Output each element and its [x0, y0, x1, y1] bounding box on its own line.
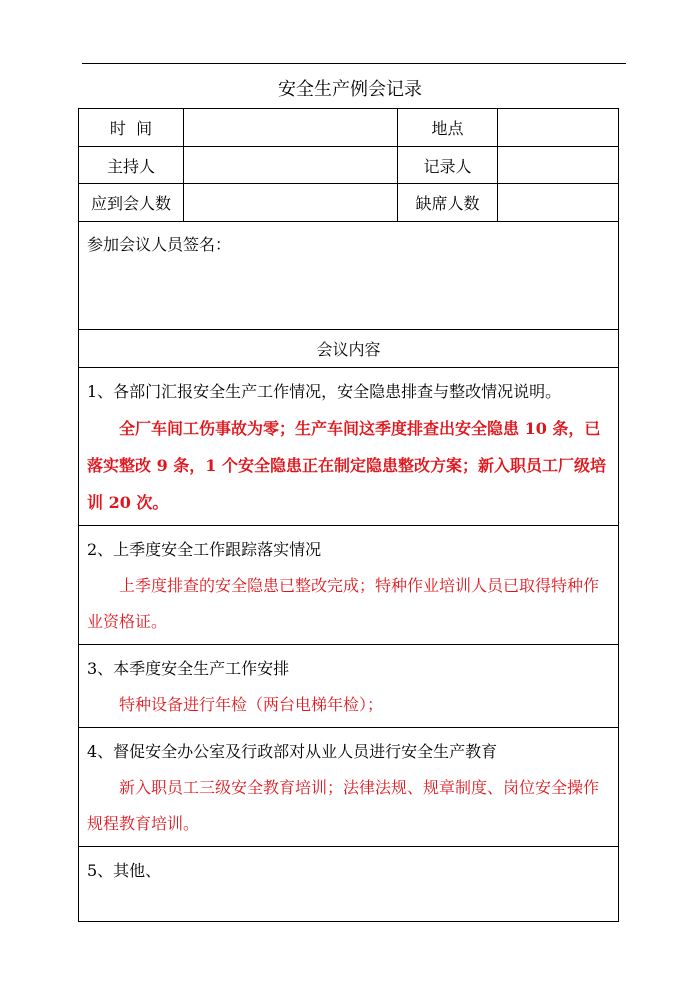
place-label: 地点: [398, 109, 498, 147]
section-2-heading: 2、上季度安全工作跟踪落实情况: [87, 540, 322, 559]
section-5: [79, 847, 619, 922]
header-rule: [82, 63, 626, 64]
place-field[interactable]: [498, 109, 619, 147]
host-label: 主持人: [79, 147, 184, 184]
time-label: 时 间: [79, 109, 184, 147]
absent-count-field[interactable]: [498, 184, 619, 222]
document-title: 安全生产例会记录: [278, 79, 422, 100]
section-3-heading: 3、本季度安全生产工作安排: [87, 659, 290, 678]
section-4: [79, 728, 619, 847]
section-5-heading: 5、其他、: [87, 861, 162, 880]
section-4-heading: 4、督促安全办公室及行政部对从业人员进行安全生产教育: [87, 742, 498, 761]
section-3-body: 特种设备进行年检（两台电梯年检）；: [119, 695, 384, 714]
signature-label: 参加会议人员签名：: [87, 235, 232, 254]
section-2: [79, 526, 619, 645]
section-3: [79, 645, 619, 728]
expected-attendance-label: 应到会人数: [79, 184, 184, 222]
absent-count-label: 缺席人数: [398, 184, 498, 222]
content-heading: 会议内容: [79, 330, 619, 368]
section-4-body: 新入职员工三级安全教育培训；法律法规、规章制度、岗位安全操作规程教育培训。: [87, 778, 600, 833]
time-field[interactable]: [184, 109, 398, 147]
recorder-label: 记录人: [398, 147, 498, 184]
section-1-heading: 1、各部门汇报安全生产工作情况，安全隐患排查与整改情况说明。: [87, 382, 562, 401]
section-1: [79, 368, 619, 526]
section-2-body: 上季度排查的安全隐患已整改完成；特种作业培训人员已取得特种作业资格证。: [87, 576, 600, 631]
section-1-body: 全厂车间工伤事故为零；生产车间这季度排查出安全隐患 10 条，已落实整改 9 条，1 个安全隐患正在制定隐患整改方案；新入职员工厂级培训 20 次。: [87, 419, 606, 512]
host-field[interactable]: [184, 147, 398, 184]
meeting-record-form: [78, 108, 619, 922]
signature-area[interactable]: [79, 222, 619, 330]
expected-attendance-field[interactable]: [184, 184, 398, 222]
recorder-field[interactable]: [498, 147, 619, 184]
